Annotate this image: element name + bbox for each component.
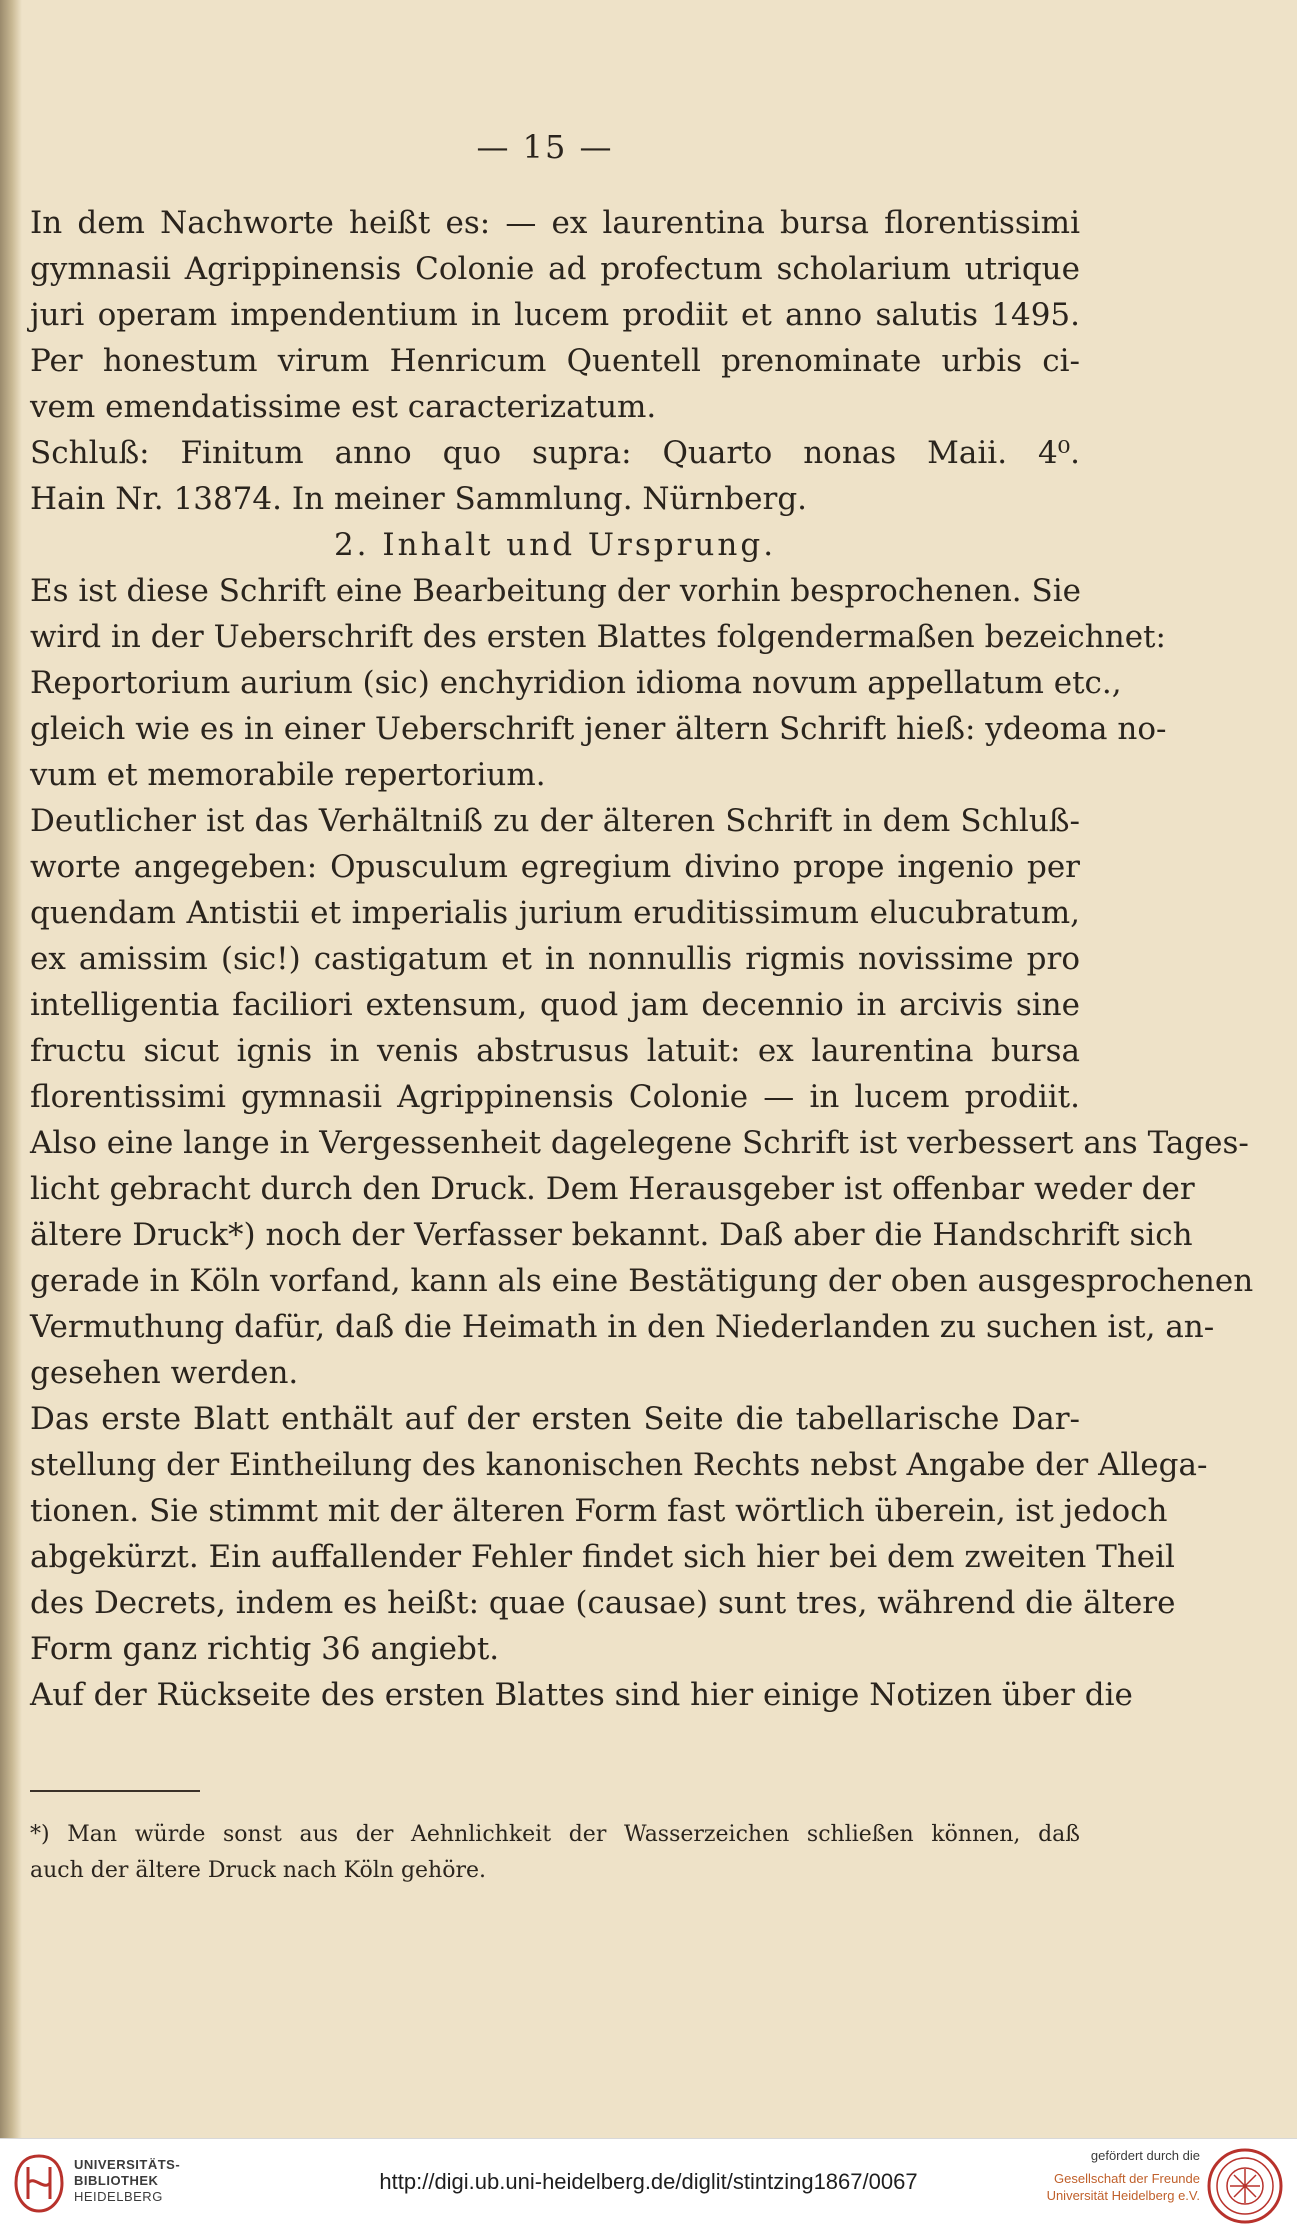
footnote-rule [30,1790,200,1792]
body-text [30,200,1254,1718]
footnote-line: auch der ältere Druck nach Köln gehöre. [30,1858,486,1883]
page-number: — 15 — [476,128,614,166]
text-line: Deutlicher ist das Verhältniß zu der älteren Schrift in dem Schluß- [30,803,1080,839]
text-line: intelligentia faciliori extensum, quod jam decennio in arcivis sine [30,987,1080,1023]
digitization-footer [0,2138,1297,2229]
text-line: fructu sicut ignis in venis abstrusus latuit: ex laurentina bursa [30,1033,1080,1069]
text-line: florentissimi gymnasii Agrippinensis Colonie — in lucem prodiit. [30,1079,1080,1115]
text-line: vem emendatissime est caracterizatum. [30,389,657,425]
footnote-line: *) Man würde sonst aus der Aehnlichkeit der Wasserzeichen schließen können, daß [30,1822,1080,1847]
text-line: Per honestum virum Henricum Quentell prenominate urbis ci- [30,343,1080,379]
text-line: gymnasii Agrippinensis Colonie ad profectum scholarium utrique [30,251,1080,287]
text-line: Es ist diese Schrift eine Bearbeitung der vorhin besprochenen. Sie [30,573,1082,609]
university-seal-icon [1206,2147,1284,2225]
text-line: wird in der Ueberschrift des ersten Blattes folgendermaßen bezeichnet: [30,619,1166,655]
text-line: abgekürzt. Ein auffallender Fehler findet sich hier bei dem zweiten Theil [30,1539,1175,1575]
sponsor-name-line: Gesellschaft der Freunde [1054,2171,1200,2186]
text-line: In dem Nachworte heißt es: — ex laurentina bursa florentissimi [30,205,1080,241]
text-line: Hain Nr. 13874. In meiner Sammlung. Nürnberg. [30,481,808,517]
text-line: tionen. Sie stimmt mit der älteren Form fast wörtlich überein, ist jedoch [30,1493,1168,1529]
book-spine-edge [0,0,22,2138]
text-line: Auf der Rückseite des ersten Blattes sind hier einige Notizen über die [30,1677,1133,1713]
sponsor-credit [1000,2147,1200,2204]
text-line: ältere Druck*) noch der Verfasser bekannt. Daß aber die Handschrift sich [30,1217,1193,1253]
library-name-line: UNIVERSITÄTS- [74,2157,181,2172]
text-line: Form ganz richtig 36 angiebt. [30,1631,500,1667]
text-line: ex amissim (sic!) castigatum et in nonnullis rigmis novissime pro [30,941,1080,977]
library-name-line: BIBLIOTHEK [74,2173,159,2188]
text-line: des Decrets, indem es heißt: quae (causae) sunt tres, während die ältere [30,1585,1176,1621]
text-line: worte angegeben: Opusculum egregium divino prope ingenio per [30,849,1080,885]
section-heading: 2. Inhalt und Ursprung. [333,527,777,563]
sponsor-name-line: Universität Heidelberg e.V. [1046,2188,1200,2203]
text-line: Vermuthung dafür, daß die Heimath in den Niederlanden zu suchen ist, an- [30,1309,1215,1345]
sponsor-label: gefördert durch die [1090,2148,1200,2163]
text-line: juri operam impendentium in lucem prodiit et anno salutis 1495. [30,297,1080,333]
text-line: Reportorium aurium (sic) enchyridion idioma novum appellatum etc., [30,665,1122,701]
text-line: licht gebracht durch den Druck. Dem Herausgeber ist offenbar weder der [30,1171,1195,1207]
permalink-url[interactable]: http://digi.ub.uni-heidelberg.de/diglit/stintzing1867/0067 [379,2169,918,2194]
text-line: Das erste Blatt enthält auf der ersten Seite die tabellarische Dar- [30,1401,1080,1437]
text-line: stellung der Eintheilung des kanonischen Rechts nebst Angabe der Allega- [30,1447,1208,1483]
text-line: Also eine lange in Vergessenheit dagelegene Schrift ist verbessert ans Tages- [30,1125,1249,1161]
text-line: vum et memorabile repertorium. [30,757,546,793]
text-line: gerade in Köln vorfand, kann als eine Bestätigung der oben ausgesprochenen [30,1263,1254,1299]
text-line: gleich wie es in einer Ueberschrift jener ältern Schrift hieß: ydeoma no- [30,711,1167,747]
text-line: quendam Antistii et imperialis jurium eruditissimum elucubratum, [30,895,1080,931]
footnotes [30,1817,1080,1889]
text-line: Schluß: Finitum anno quo supra: Quarto nonas Maii. 4⁰. [30,435,1080,471]
library-name-line: HEIDELBERG [74,2189,163,2204]
text-line: gesehen werden. [30,1355,299,1391]
